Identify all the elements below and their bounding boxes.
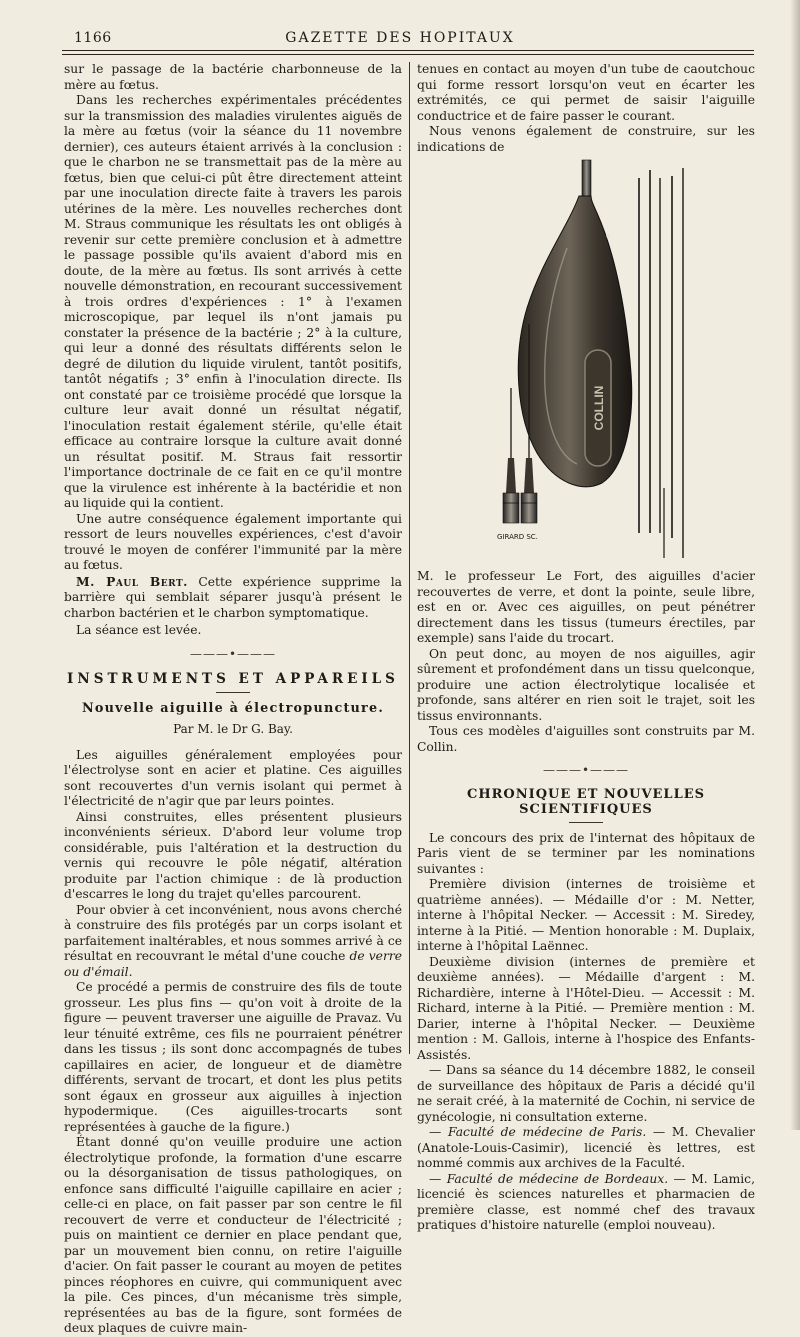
byline: Par M. le Dr G. Bay. xyxy=(173,722,293,736)
italic-run: Faculté de médecine de Bordeaux. xyxy=(446,1171,669,1186)
text-run: — M. Lamic, licencié ès sciences naturelles et pharmacien de première classe, est nommé chef des travaux pratiques d'histoire naturelle (emploi nouveau). xyxy=(417,1171,755,1232)
needle-case-icon xyxy=(518,160,631,487)
speaker-name: M. Paul Bert. xyxy=(76,573,188,589)
right-column xyxy=(417,62,755,1234)
paragraph: Ainsi construites, elles présentent plusieurs inconvénients sérieux. D'abord leur volume trop considérable, puis l'altération et la destruction du vernis qui recouvre le pôle négatif, altération produite par l'action chimique : de là production d'escarres le long du trajet qu'elles parcourent. xyxy=(64,809,402,901)
instrument-figure xyxy=(417,158,755,563)
paragraph: Une autre conséquence également importante qui ressort de leurs nouvelles expériences, c'est d'avoir trouvé le moyen de conférer l'immunité par la mère au fœtus. xyxy=(64,511,402,572)
text-run: Pour obvier à cet inconvénient, nous avons cherché à construire des fils protégés par un corps isolant et parfaitement inaltérables, et nous sommes arrivé à ce résultat en recouvrant le métal d'une couche xyxy=(64,902,402,963)
paragraph: M. le professeur Le Fort, des aiguilles d'acier recouvertes de verre, et dont la pointe, seule libre, est en or. Avec ces aiguilles, on peut pénétrer directement dans les tissus (tumeurs érectiles, par exemple) sans l'aide du trocart. xyxy=(417,569,755,645)
paragraph: — Dans sa séance du 14 décembre 1882, le conseil de surveillance des hôpitaux de Paris a décidé qu'il ne serait créé, à la maternité de Cochin, ni service de gynécologie, ni consultation externe. xyxy=(417,1063,755,1124)
article-title: Nouvelle aiguille à électropuncture. xyxy=(82,700,384,716)
header-double-rule xyxy=(62,50,754,55)
text-run: — M. Chevalier (Anatole-Louis-Casimir), licencié ès lettres, est nommé commis aux archives de la Faculté. xyxy=(417,1125,756,1170)
case-label: COLLIN xyxy=(592,385,606,431)
running-title: GAZETTE DES HOPITAUX xyxy=(285,30,515,46)
italic-run: Faculté de médecine de Paris. xyxy=(448,1125,647,1139)
paragraph: Nous venons également de construire, sur les indications de xyxy=(417,124,755,154)
column-divider xyxy=(409,62,410,1054)
section-title: INSTRUMENTS ET APPAREILS xyxy=(67,671,399,687)
italic-run: de verre ou d'émail. xyxy=(64,949,402,979)
electropuncture-needles-illustration xyxy=(417,158,755,563)
paragraph: Dans les recherches expérimentales précédentes sur la transmission des maladies virulentes aiguës de la mère au fœtus (voir la séance du 11 novembre dernier), ces auteurs étaient arrivés à la conclusion : que le charbon ne se transmettait pas de la mère au fœtus, bien que celui-ci pût être directement atteint par une inoculation directe faite à travers les parois utérines de la mère. Les nouvelles recherches dont M. Straus communique les résultats les ont obligés à revenir sur cette première conclusion et à admettre le passage possible qu'ils avaient d'abord mis en doute, de la mère au fœtus. Ils sont arrivés à cette nouvelle démonstration, en recourant successivement à trois ordres d'expériences : 1° à l'examen microscopique, par lequel ils n'ont jamais pu constater la présence de la bactérie ; 2° à la culture, qui leur a donné des résultats différents selon le degré de dilution du liquide virulent, tantôt positifs, tantôt négatifs ; 3° enfin à l'inoculation directe. Ils ont constaté par ce troisième procédé que lorsque la culture leur avait donné un résultat négatif, l'inoculation restait également stérile, qu'elle était efficace au contraire lorsque la culture avait donné un résultat positif. M. Straus fait ressortir l'importance doctrinale de ce fait en ce qu'il montre que la virulence est inhérente à la bactéridie et non au liquide qui la contient. xyxy=(64,93,402,510)
page-number: 1166 xyxy=(74,30,112,46)
paragraph: sur le passage de la bactérie charbonneuse de la mère au fœtus. xyxy=(64,62,402,92)
paragraph: Les aiguilles généralement employées pour l'électrolyse sont en acier et platine. Ces aiguilles sont recouvertes d'un vernis isolant qui permet à l'électricité de n'agir que par leurs pointes. xyxy=(64,747,402,808)
section-ornament: ———•——— xyxy=(189,646,277,661)
paragraph: Deuxième division (internes de première et deuxième années). — Médaille d'argent : M. Richardière, interne à l'Hôtel-Dieu. — Accessit : M. Richard, interne à la Pitié. — Première mention : M. Darier, interne à l'hôpital Necker. — Deuxième mention : M. Gallois, interne à l'hospice des Enfants-Assistés. xyxy=(417,954,755,1062)
page-edge-shadow xyxy=(790,0,800,1130)
paragraph xyxy=(417,1125,755,1172)
paragraph: tenues en contact au moyen d'un tube de caoutchouc qui forme ressort lorsqu'on veut en écarter les extrémités, ce qui permet de saisir l'aiguille conductrice et de faire passer le courant. xyxy=(417,62,755,123)
paragraph: On peut donc, au moyen de nos aiguilles, agir sûrement et profondément dans un tissu quelconque, produire une action électrolytique localisée et profonde, sans altérer en rien soit le trajet, soit les tissus environnants. xyxy=(417,646,755,723)
left-column xyxy=(64,62,402,1337)
paragraph: La séance est levée. xyxy=(76,623,202,637)
engraver-credit: GIRARD SC. xyxy=(497,533,538,541)
paragraph: Première division (internes de troisième et quatrième années). — Médaille d'or : M. Netter, interne à l'hôpital Necker. — Accessit : M. Siredey, interne à la Pitié. — Mention honorable : M. Duplaix, interne à l'hôpital Laënnec. xyxy=(417,877,755,953)
text-run: — xyxy=(429,1171,447,1186)
speaker-text: Cette expérience supprime la barrière qui semblait séparer jusqu'à présent le charbon bactérien et le charbon symptomatique. xyxy=(64,574,402,620)
paragraph xyxy=(64,574,402,622)
paragraph xyxy=(64,903,402,981)
text-run: — xyxy=(429,1125,448,1139)
section-title: CHRONIQUE ET NOUVELLES SCIENTIFIQUES xyxy=(466,786,706,817)
paragraph xyxy=(417,1172,755,1234)
fine-wires-icon xyxy=(639,168,683,558)
short-rule xyxy=(216,692,250,693)
paragraph: Étant donné qu'on veuille produire une action électrolytique profonde, la formation d'une escarre ou la désorganisation de tissus pathologiques, on enfonce sans difficulté l'aiguille capillaire en acier ; celle-ci en place, on fait passer par son centre le fil recouvert de verre et conducteur de l'électricité ; puis on maintient ce dernier en place pendant que, par un mouvement bien connu, on retire l'aiguille d'acier. On fait passer le courant au moyen de petites pinces réophores en cuivre, qui communiquent avec la pile. Ces pinces, d'un mécanisme très simple, représentées au bas de la figure, sont formées de deux plaques de cuivre main- xyxy=(64,1135,402,1335)
paragraph: Ce procédé a permis de construire des fils de toute grosseur. Les plus fins — qu'on voit à droite de la figure — peuvent traverser une aiguille de Pravaz. Vu leur ténuité extrême, ces fils ne pourraient pénétrer dans les tissus ; ils sont donc accompagnés de tubes capillaires en acier, de longueur et de diamètre différents, servant de trocart, et dont les plus petits sont égaux en grosseur aux aiguilles à injection hypodermique. (Ces aiguilles-trocarts sont représentées à gauche de la figure.) xyxy=(64,980,402,1134)
section-ornament: ———•——— xyxy=(542,763,630,777)
short-rule xyxy=(569,822,603,823)
paragraph: Le concours des prix de l'internat des hôpitaux de Paris vient de se terminer par les nominations suivantes : xyxy=(417,830,755,876)
paragraph: Tous ces modèles d'aiguilles sont construits par M. Collin. xyxy=(417,724,755,754)
